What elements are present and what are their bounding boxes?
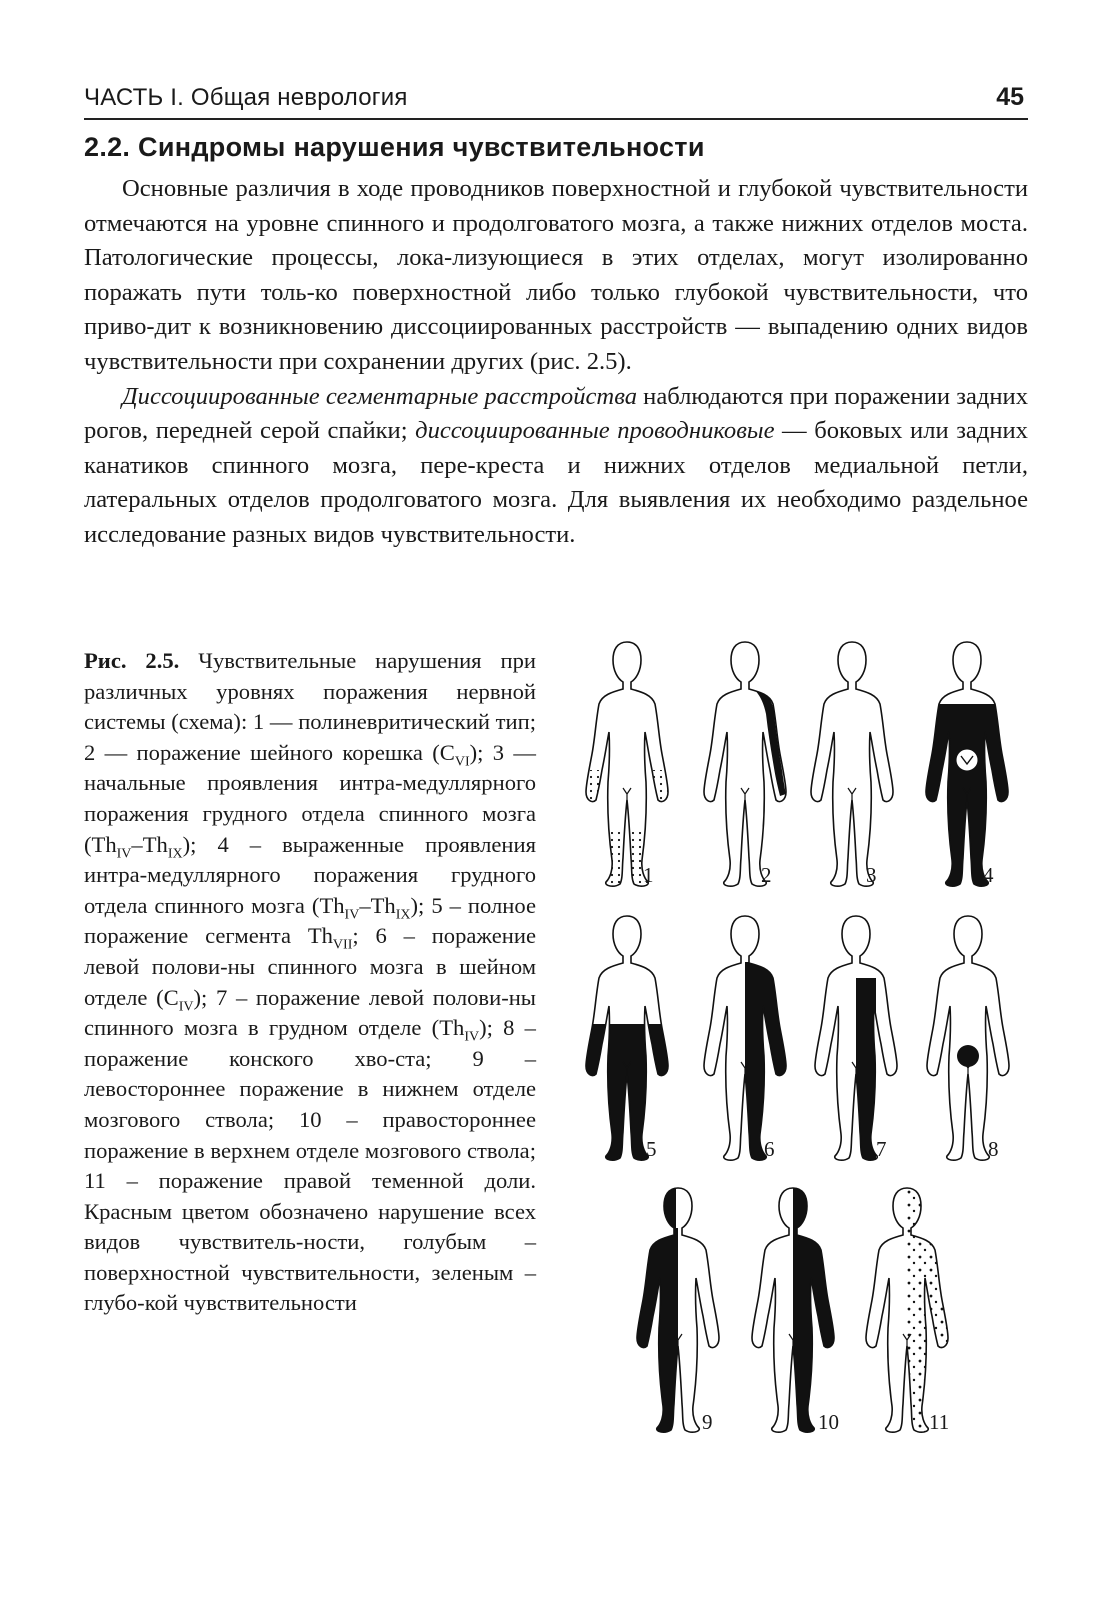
figure-label-3: 3 bbox=[866, 863, 877, 887]
caption-text-a: Чувствительные нарушения при различных уровнях поражения нервной системы (схема): 1 — полиневритический тип; 2 — поражение шейного корешка (C bbox=[84, 648, 536, 765]
section-title: 2.2. Синдромы нарушения чувствительности bbox=[84, 132, 705, 162]
paragraph-2-text-a: наблюдаются при поражении задних рогов, передней серой спайки; bbox=[84, 382, 1028, 445]
caption-sub-d: IV bbox=[344, 907, 360, 923]
term-conductive: диссоциированные проводниковые bbox=[415, 417, 775, 445]
figure-label-1: 1 bbox=[643, 863, 654, 887]
body-figure-1 bbox=[582, 642, 672, 892]
caption-text-h: ); 7 – поражение левой полови-ны спинного мозга в грудном отделе (Th bbox=[84, 984, 536, 1041]
paragraph-1: Основные различия в ходе проводников поверхностной и глубокой чувствительности отмечаются на уровне спинного и продолговатого мозга, а также нижних отделов моста. Патологические процессы, лока-лизующиеся в этих отделах, могут изолированно поражать пути толь-ко поверхностной либо только глубокой чувствительности, что приво-дит к возникновению диссоциированных расстройств — выпадению одних видов чувствительности при сохранении других (рис. 2.5). bbox=[84, 175, 1028, 375]
figure-label-9: 9 bbox=[702, 1410, 713, 1434]
body-figure-9 bbox=[637, 1188, 719, 1432]
figure-caption bbox=[84, 646, 536, 1319]
part-title: ЧАСТЬ I. Общая неврология bbox=[84, 84, 408, 111]
figure-label: Рис. 2.5. bbox=[84, 648, 180, 673]
caption-sub-g: IV bbox=[178, 999, 194, 1015]
page-number: 45 bbox=[996, 83, 1024, 111]
figure-label-11: 11 bbox=[929, 1410, 950, 1434]
term-segmental: Диссоциированные сегментарные расстройства bbox=[122, 382, 637, 410]
caption-text-c: –Th bbox=[131, 831, 168, 857]
caption-sub-h: IV bbox=[464, 1029, 480, 1045]
caption-text-b: ); 3 — начальные проявления интра-медуллярного поражения грудного отдела спинного мозга (Th bbox=[84, 739, 536, 857]
body-figure-2 bbox=[704, 642, 786, 886]
body-figure-3 bbox=[811, 642, 893, 886]
caption-text-d: ); 4 – выраженные проявления интра-медуллярного поражения грудного отдела спинного мозга (Th bbox=[84, 831, 536, 918]
caption-sub-f: VII bbox=[332, 937, 353, 953]
body-text bbox=[84, 172, 1028, 553]
paragraph-2 bbox=[84, 380, 1028, 553]
caption-sub-a: VI bbox=[454, 754, 470, 770]
figure-label-6: 6 bbox=[764, 1137, 775, 1161]
body-figure-10 bbox=[752, 1188, 834, 1432]
figure-label-2: 2 bbox=[761, 863, 772, 887]
body-figure-4 bbox=[922, 642, 1012, 894]
caption-text-f: ); 5 – полное поражение сегмента Th bbox=[84, 892, 536, 949]
caption-sub-e: IX bbox=[395, 907, 411, 923]
caption-text-g: ; 6 – поражение левой полови-ны спинного мозга в шейном отделе (C bbox=[84, 923, 536, 1010]
body-figure-7 bbox=[815, 916, 897, 1172]
body-figure-11 bbox=[866, 1188, 948, 1432]
caption-text-i: ); 8 – поражение конского хво-ста; 9 – левостороннее поражение в нижнем отделе мозгового ствола; 10 – правостороннее поражение в верхнем отделе мозгового ствола; 11 – поражение правой теменной доли. Красным цветом обозначено нарушение всех видов чувствитель-ности, голубым – поверхностной чувствительности, зеленым – глубо-кой чувствительности bbox=[84, 1015, 536, 1316]
body-figure-8 bbox=[927, 916, 1009, 1160]
paragraph-2-text-b: — боковых или задних канатиков спинного мозга, пере-креста и нижних отделов медиальной петли, латеральных отделов продолговатого мозга. Для выявления их необходимо раздельное исследование разных видов чувствительности. bbox=[84, 417, 1028, 548]
figure-label-4: 4 bbox=[983, 863, 994, 887]
figure-label-10: 10 bbox=[818, 1410, 839, 1434]
running-head bbox=[84, 78, 1028, 120]
body-diagram-figure bbox=[560, 640, 1040, 1500]
figure-label-8: 8 bbox=[988, 1137, 999, 1161]
figure-label-5: 5 bbox=[646, 1137, 657, 1161]
body-figure-6 bbox=[704, 916, 795, 1172]
caption-text-e: –Th bbox=[359, 892, 396, 918]
figure-label-7: 7 bbox=[876, 1137, 887, 1161]
caption-sub-b: IV bbox=[116, 846, 132, 862]
body-figure-5 bbox=[582, 916, 672, 1174]
figure-svg bbox=[560, 640, 1040, 1500]
caption-sub-c: IX bbox=[167, 846, 183, 862]
